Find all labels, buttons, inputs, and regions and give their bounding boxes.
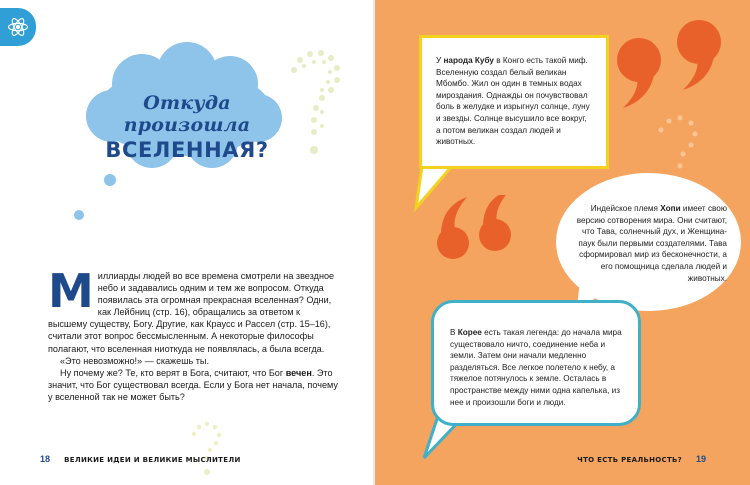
atom-icon: [0, 8, 36, 46]
page-title: [92, 92, 282, 162]
korea-text-start: В: [450, 328, 458, 337]
paragraph-1: иллиарды людей во все времена смотрели на звездное небо и задавались одним и тем же вопросом. Откуда появилась эта огромная прекрасная вселенная? Одни, как Лейбниц (стр. 16), обращались за ответом к высшему существу, Богу. Другие, как Краусс и Рассел (стр. 15–16), считали этот вопрос бессмысленным. А некоторые философы полагают, что вселенная ниоткуда не появлялась, а была всегда.: [48, 271, 335, 354]
hopi-text-start: Индейское племя: [590, 204, 661, 213]
drop-cap: М: [48, 264, 94, 318]
paragraph-3-start: Ну почему же? Те, кто верят в Бога, считают, что Бог: [60, 367, 286, 378]
series-title: ВЕЛИКИЕ ИДЕИ И ВЕЛИКИЕ МЫСЛИТЕЛИ: [64, 456, 241, 464]
cloud-bubble-dot: [72, 208, 86, 222]
section-title: ЧТО ЕСТЬ РЕАЛЬНОСТЬ?: [577, 456, 683, 464]
paragraph-3-bold: вечен: [285, 367, 312, 378]
main-article: [48, 264, 338, 403]
kuba-text-bold: народа Кубу: [443, 56, 494, 65]
speech-bubble-kuba: [419, 35, 609, 169]
korea-text-rest: есть такая легенда: до начала мира существовало ничто, соединение неба и земли. Затем они начали медленно разделяться. Все легкое полетело к небу, а тяжелое потянулось к земле. Осталась в пространстве между ними одна капелька, из нее и произошли боги и люди.: [450, 328, 622, 407]
page-number-left: 18: [40, 454, 51, 464]
kuba-text-start: У: [436, 56, 444, 65]
speech-bubble-hopi: [556, 173, 741, 311]
kuba-text-rest: в Конго есть такой миф. Вселенную создал белый великан Мбомбо. Жил он один в темных водах мироздания. Однажды он почувствовал боль в желудке и изрыгнул солнце, луну и звезды. Солнце высушило все вокруг, а потом великан создал людей и животных.: [436, 56, 590, 147]
quote-mark-icon: [603, 2, 743, 112]
page-number-right: 19: [695, 454, 706, 464]
speech-bubble-korea: [431, 300, 641, 426]
paragraph-3-end: . Это значит, что Бог существовал всегда. Если у Бога нет начала, почему у вселенной так не может быть?: [48, 367, 338, 402]
paragraph-3: [48, 367, 338, 403]
title-line-1: Откуда произошла: [123, 92, 251, 136]
title-line-2: ВСЕЛЕННАЯ?: [105, 138, 269, 162]
dotted-question-mark-icon: [186, 420, 226, 480]
hopi-text-rest: имеет свою версию сотворения мира. Они считают, что Тава, солнечный дух, и Женщина-паук были первыми создателями. Тава сформировал мир из бесконечности, а его помощница сделала людей и животных.: [576, 204, 727, 283]
hopi-text-bold: Хопи: [660, 204, 681, 213]
footer-right: [577, 454, 706, 464]
korea-text-bold: Корее: [457, 328, 482, 337]
bubble-tail-kuba: [412, 164, 462, 214]
footer-left: [40, 454, 241, 464]
paragraph-2: «Это невозможно!» — скажешь ты.: [60, 355, 209, 366]
